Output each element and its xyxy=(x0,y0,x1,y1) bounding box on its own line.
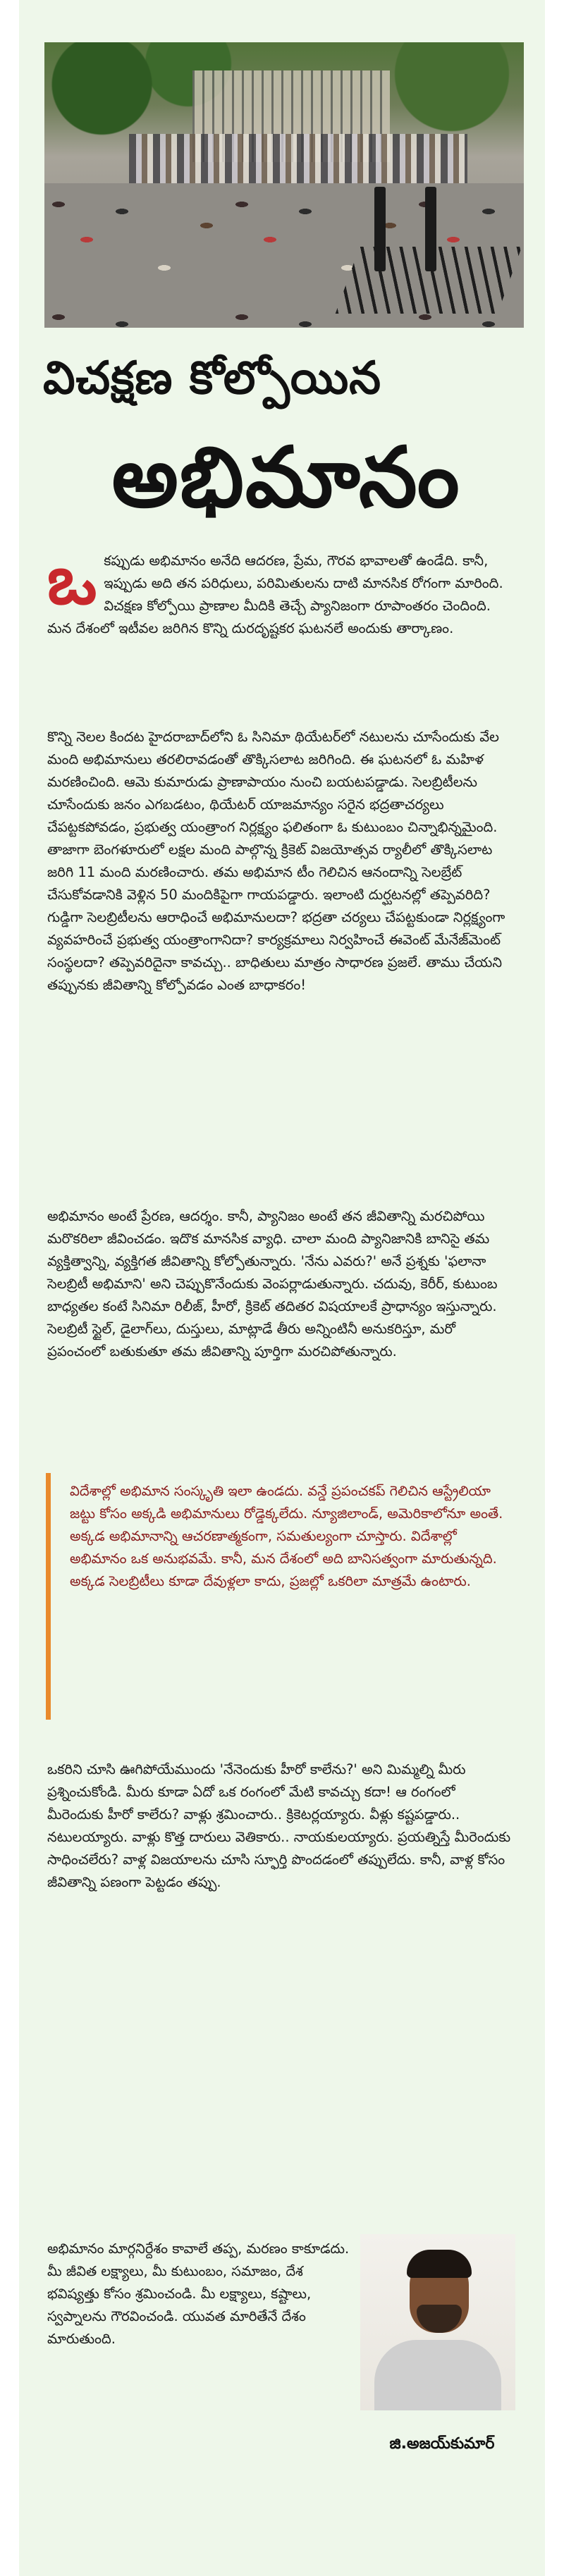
drop-cap: ఒ xyxy=(47,541,97,620)
highlight-box-text: విదేశాల్లో అభిమాన సంస్కృతి ఇలా ఉండదు. వన్డే ప్రపంచకప్ గెలిచిన ఆస్ట్రేలియా జట్టు కోసం అక్కడి అభిమానులు రోడ్డెక్కలేదు. న్యూజిలాండ్, అమెరికాలోనూ అంతే. అక్కడ అభిమానాన్ని ఆచరణాత్మకంగా, సమతుల్యంగా చూస్తారు. విదేశాల్లో అభిమానం ఒక అనుభవమే. కానీ, మన దేశంలో అది బానిసత్వంగా మారుతున్నది. అక్కడ సెలబ్రిటీలు కూడా దేవుళ్లలా కాదు, ప్రజల్లో ఒకరిలా మాత్రమే ఉంటారు. xyxy=(70,1483,503,1589)
highlight-box xyxy=(46,1473,517,1720)
paragraph-question: ఒకరిని చూసి ఊగిపోయేముందు 'నేనెందుకు హీరో కాలేను?' అని మిమ్మల్ని మీరు ప్రశ్నించుకోండి. మీరు కూడా ఏదో ఒక రంగంలో మేటి కావచ్చు కదా! ఆ రంగంలో మీరెందుకు హీరో కాలేరు? వాళ్లు శ్రమించారు.. క్రికెటర్లయ్యారు. వీళ్లు కష్టపడ్డారు.. నటులయ్యారు. వాళ్లు కొత్త దారులు వెతికారు.. నాయకులయ్యారు. ప్రయత్నిస్తే మీరెందుకు సాధించలేరు? వాళ్ల విజయాలను చూసి స్ఫూర్తి పొందడంలో తప్పులేదు. కానీ, వాళ్ల కోసం జీవితాన్ని పణంగా పెట్టడం తప్పు. xyxy=(47,1761,511,1890)
paragraph-intro-text: కప్పుడు అభిమానం అనేది ఆదరణ, ప్రేమ, గౌరవ భావాలతో ఉండేది. కానీ, ఇప్పుడు అది తన పరిధులు, పరిమితులను దాటి మానసిక రోగంగా మారింది. విచక్షణ కోల్పోయి ప్రాణాల మీదికి తెచ్చే ప్యానిజంగా రూపాంతరం చెందింది. మన దేశంలో ఇటీవల జరిగిన కొన్ని దురదృష్టకర ఘటనలే అందుకు తార్కాణం. xyxy=(47,553,503,636)
stampede-photo xyxy=(44,42,524,328)
paragraph-conclusion: అభిమానం మార్గనిర్దేశం కావాలే తప్ప, మరణం కాకూడదు. మీ జీవిత లక్ష్యాలు, మీ కుటుంబం, సమాజం, దేశ భవిష్యత్తు కోసం శ్రమించండి. మీ లక్ష్యాలు, కష్టాలు, స్వప్నాలను గౌరవించండి. యువత మారితేనే దేశం మారుతుంది. xyxy=(47,2241,350,2347)
article-page xyxy=(19,0,545,2576)
author-name: జి.అజయ్‌కుమార్ xyxy=(389,2435,495,2453)
paragraph-intro xyxy=(47,541,515,640)
paragraph-incidents: కొన్ని నెలల కిందట హైదరాబాద్‌లోని ఓ సినిమా థియేటర్‌లో నటులను చూసేందుకు వేల మంది అభిమానులు తరలిరావడంతో తొక్కిసలాట జరిగింది. ఈ ఘటనలో ఓ మహిళ మరణించింది. ఆమె కుమారుడు ప్రాణాపాయం నుంచి బయటపడ్డాడు. సెలబ్రిటీలను చూసేందుకు జనం ఎగబడటం, థియేటర్ యాజమాన్యం సరైన భద్రతాచర్యలు చేపట్టకపోవడం, ప్రభుత్వ యంత్రాంగ నిర్లక్ష్యం ఫలితంగా ఓ కుటుంబం చిన్నాభిన్నమైంది. తాజాగా బెంగళూరులో లక్షల మంది పాల్గొన్న క్రికెట్ విజయోత్సవ ర్యాలీలో తొక్కిసలాట జరిగి 11 మంది మరణించారు. తమ అభిమాన టీం గెలిచిన ఆనందాన్ని సెలబ్రేట్ చేసుకోవడానికి వెళ్లిన 50 మందికిపైగా గాయపడ్డారు. ఇలాంటి దుర్ఘటనల్లో తప్పెవరిది? గుడ్డిగా సెలబ్రిటీలను ఆరాధించే అభిమానులదా? భద్రతా చర్యలు చేపట్టకుండా నిర్లక్ష్యంగా వ్యవహరించే ప్రభుత్వ యంత్రాంగానిదా? కార్యక్రమాలు నిర్వహించే ఈవెంట్ మేనేజ్‌మెంట్ సంస్థలదా? తప్పెవరిదైనా కావచ్చు.. బాధితులు మాత్రం సాధారణ ప్రజలే. తాము చేయని తప్పునకు జీవితాన్ని కోల్పోవడం ఎంత బాధాకరం! xyxy=(47,729,505,993)
headline-line2: అభిమానం xyxy=(111,429,461,526)
author-photo xyxy=(360,2234,515,2410)
paragraph-fanism: అభిమానం అంటే ప్రేరణ, ఆదర్శం. కానీ, ప్యానిజం అంటే తన జీవితాన్ని మరచిపోయి మరొకరిలా జీవించడం. ఇదొక మానసిక వ్యాధి. చాలా మంది ప్యానిజానికి బానిసై తమ వ్యక్తిత్వాన్ని, వ్యక్తిగత జీవితాన్ని కోల్పోతున్నారు. 'నేను ఎవరు?' అనే ప్రశ్నకు 'ఫలానా సెలబ్రిటీ అభిమాని' అని చెప్పుకొనేందుకు వెంపర్లాడుతున్నారు. చదువు, కెరీర్, కుటుంబ బాధ్యతల కంటే సినిమా రిలీజ్, హీరో, క్రికెట్ తదితర విషయాలకే ప్రాధాన్యం ఇస్తున్నారు. సెలబ్రిటీ స్టైల్, డైలాగ్‌లు, దుస్తులు, మాట్లాడే తీరు అన్నింటినీ అనుకరిస్తూ, మరో ప్రపంచంలో బతుకుతూ తమ జీవితాన్ని పూర్తిగా మరచిపోతున్నారు. xyxy=(47,1208,498,1360)
headline-line1: విచక్షణ కోల్పోయిన xyxy=(43,352,382,405)
